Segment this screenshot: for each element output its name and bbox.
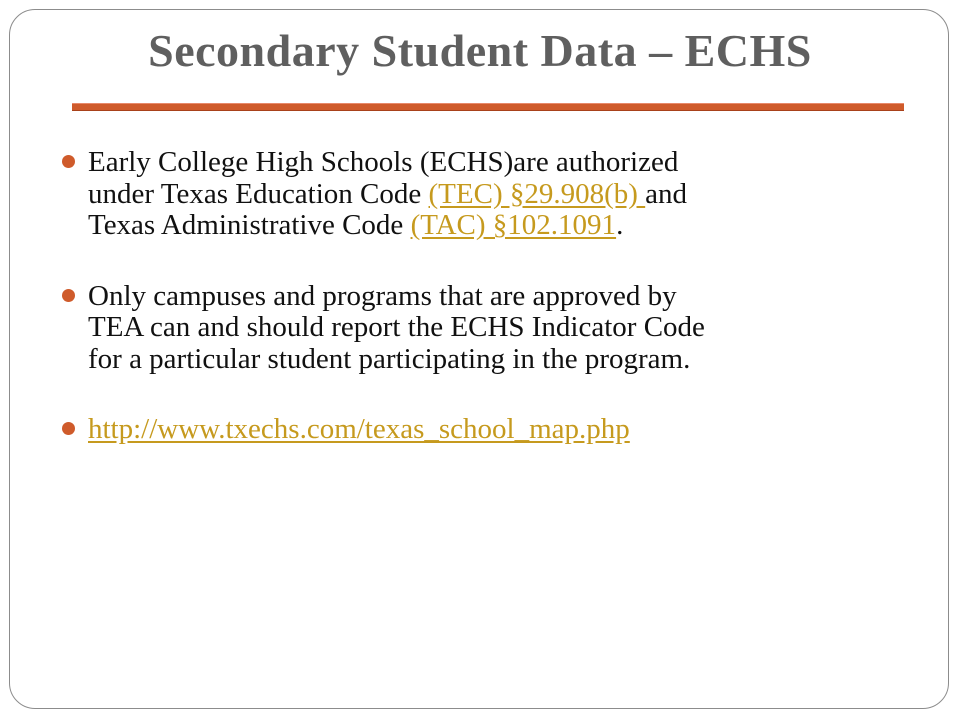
bullet-dot-icon — [62, 422, 75, 435]
school-map-link[interactable]: http://www.txechs.com/texas_school_map.php — [88, 413, 630, 445]
bullet-text: . — [616, 209, 624, 241]
tac-link[interactable]: (TAC) §102.1091 — [410, 209, 617, 241]
bullet-line: Early College High Schools (ECHS)are authorized — [88, 146, 679, 178]
bullet-item-echs-authorization — [62, 147, 922, 242]
bullet-dot-icon — [62, 155, 75, 168]
bullet-line: for a particular student participating in the program. — [88, 342, 691, 375]
bullet-text: and — [645, 177, 688, 210]
bullet-line — [88, 179, 922, 211]
title-underline-rule — [72, 103, 904, 111]
bullet-line: TEA can and should report the ECHS Indicator Code — [88, 311, 705, 343]
bullet-item-school-map-link — [62, 414, 922, 446]
bullet-text: under Texas Education Code — [88, 177, 429, 210]
tec-link[interactable]: (TEC) §29.908(b) — [428, 177, 646, 210]
bullet-text: Texas Administrative Code — [88, 209, 411, 241]
bullet-list — [62, 147, 922, 446]
bullet-line: Only campuses and programs that are approved by — [88, 279, 677, 312]
bullet-dot-icon — [62, 289, 75, 302]
bullet-line — [88, 414, 922, 446]
bullet-line — [88, 210, 922, 242]
bullet-item-approved-campuses — [62, 281, 922, 376]
slide-title: Secondary Student Data – ECHS — [148, 25, 812, 76]
